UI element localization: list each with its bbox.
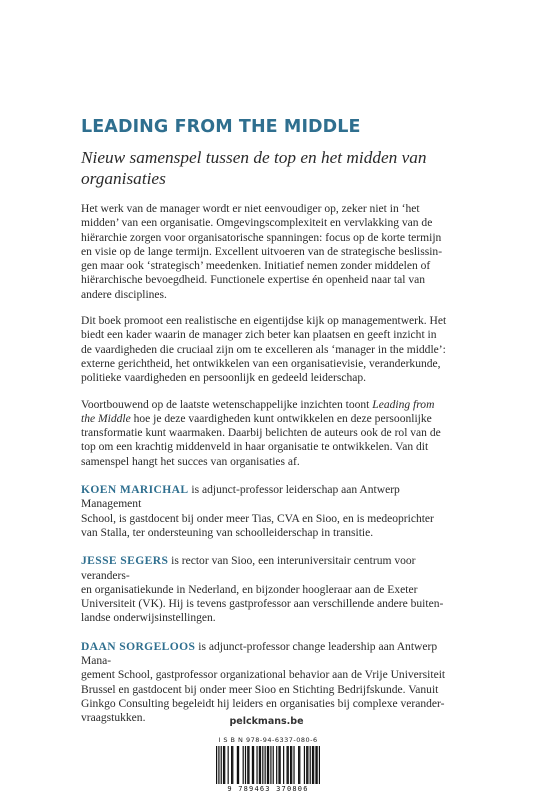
barcode-bar — [299, 746, 300, 784]
barcode-bar — [288, 746, 289, 784]
text-line: biedt een kader waarin de manager zich beter kan plaatsen en geeft inzicht in — [81, 329, 437, 342]
barcode-bar — [298, 746, 299, 784]
barcode-bar — [252, 746, 253, 784]
author-name: KOEN MARICHAL — [81, 484, 189, 497]
text-line: landse onderwijsinstellingen. — [81, 612, 216, 625]
text-line: midden’ van een organisatie. Omgevingscomplexiteit en vervlakking van de — [81, 217, 433, 230]
text-line: gen maar ook ‘strategisch’ meedenken. Initiatief nemen zonder middelen of — [81, 260, 431, 273]
barcode-bar — [253, 746, 254, 784]
barcode-bar — [276, 746, 277, 784]
barcode-bar — [267, 746, 268, 784]
text-line — [81, 640, 461, 669]
text-line: gement School, gastprofessor organizational behavior aan de Vrije Universiteit — [81, 669, 446, 682]
text-run: Voortbouwend op de laatste wetenschappelijke inzichten toont — [81, 398, 370, 411]
barcode-bar — [228, 746, 229, 784]
barcode-digits: 9 789463 370806 — [227, 785, 309, 793]
barcode-bar — [310, 746, 311, 784]
barcode-bar — [262, 746, 263, 784]
text-line: Het werk van de manager wordt er niet eenvoudiger op, zeker niet in ‘het — [81, 203, 420, 215]
text-line: de vaardigheden die cruciaal zijn om te excelleren als ‘manager in the middle’: — [81, 343, 446, 356]
author-bio — [81, 483, 461, 540]
barcode-bar — [216, 746, 217, 784]
text-line: externe gerichtheid, het ontwikkelen van een organisatievisie, veranderkunde, — [81, 357, 441, 370]
text-line: en organisatiekunde in Nederland, en bijzonder hoogleraar aan de Exeter — [81, 583, 418, 596]
subtitle-line: Nieuw samenspel tussen de top en het midden van — [81, 148, 427, 167]
text-line: top om een krachtig middenveld in haar organisatie te ontwikkelen. Van dit — [81, 441, 429, 454]
barcode-bar — [243, 746, 244, 784]
isbn-label: I S B N 978-94-6337-080-6 — [218, 736, 318, 744]
text-run: hoe je deze vaardigheden kunt ontwikkelen en deze persoonlijke — [130, 412, 432, 425]
barcode-bar — [304, 746, 305, 784]
subtitle-line: organisaties — [81, 168, 166, 188]
barcode-bar — [232, 746, 233, 784]
cover-text — [81, 117, 461, 726]
barcode-bar — [268, 746, 269, 784]
barcode-bar — [273, 746, 274, 784]
author-name: DAAN SORGELOOS — [81, 640, 196, 653]
text-run: is adjunct-professor change leadership aan Antwerp Mana- — [81, 640, 438, 668]
barcode-bar — [237, 746, 238, 784]
barcode-bar — [231, 746, 232, 784]
text-line: samenspel hangt het succes van organisaties af. — [81, 455, 300, 468]
barcode-bar — [291, 746, 292, 784]
text-line — [81, 412, 461, 426]
text-line: hiërarchische bevoegdheid. Functionele expertise én openheid naar tal van — [81, 274, 426, 287]
barcode-bar — [221, 746, 222, 784]
barcode-bar — [307, 746, 308, 784]
barcode-bar — [286, 746, 287, 784]
text-line: vraagstukken. — [81, 712, 146, 725]
insights-paragraph — [81, 398, 461, 469]
barcode-bar — [218, 746, 219, 784]
barcode-bar — [224, 746, 225, 784]
barcode-icon — [216, 746, 320, 784]
barcode-bar — [256, 746, 257, 784]
text-line: politieke vaardigheden en persoonlijk en gedeeld leiderschap. — [81, 372, 367, 385]
barcode-bar — [306, 746, 307, 784]
barcode-bar — [315, 746, 316, 784]
barcode-bar — [313, 746, 314, 784]
barcode-bar — [260, 746, 261, 784]
author-bio — [81, 554, 461, 625]
author-bio — [81, 640, 461, 726]
barcode-bar — [317, 746, 318, 784]
barcode-bar — [265, 746, 266, 784]
barcode-bar — [245, 746, 246, 784]
text-line: andere disciplines. — [81, 288, 167, 301]
barcode-bar — [280, 746, 281, 784]
text-run: is rector van Sioo, een interuniversitair centrum voor veranders- — [81, 555, 416, 582]
text-line: en visie op de lange termijn. Excellent uitvoeren van de strategische beslissin- — [81, 245, 443, 258]
text-run: is adjunct-professor leiderschap aan Antwerp Management — [81, 484, 400, 511]
publisher-url: pelckmans.be — [229, 716, 304, 727]
book-title-mention: the Middle — [81, 412, 131, 425]
text-line — [81, 554, 461, 583]
barcode-bar — [312, 746, 313, 784]
text-line — [81, 398, 461, 412]
text-line: Brussel en gastdocent bij onder meer Sioo en Stichting Bedrijfskunde. Vanuit — [81, 683, 439, 696]
book-paragraph — [81, 314, 461, 385]
barcode-bar — [223, 746, 224, 784]
barcode-bar — [319, 746, 320, 784]
barcode-bar — [238, 746, 239, 784]
intro-paragraph — [81, 202, 461, 302]
book-subtitle — [81, 148, 461, 189]
text-line — [81, 483, 461, 512]
barcode-bar — [247, 746, 248, 784]
text-line: Ginkgo Consulting begeleidt hij leiders en organisaties bij complexe verander- — [81, 697, 445, 710]
text-line: van Stalla, ter ondersteuning van schoolleiderschap in transitie. — [81, 526, 374, 539]
barcode-bar — [248, 746, 249, 784]
barcode-bar — [283, 746, 284, 784]
text-line: Universiteit (VK). Hij is tevens gastprofessor aan verschillende andere buiten- — [81, 598, 444, 611]
barcode-bar — [259, 746, 260, 784]
barcode-bar — [270, 746, 271, 784]
book-title-mention: Leading from — [372, 398, 435, 411]
author-name: JESSE SEGERS — [81, 555, 169, 568]
barcode-bar — [278, 746, 279, 784]
barcode-bar — [293, 746, 294, 784]
text-line: transformatie kunt waarmaken. Daarbij belichten de auteurs ook de rol van de — [81, 427, 441, 440]
text-line: School, is gastdocent bij onder meer Tias, CVA en Sioo, en is medeoprichter — [81, 512, 434, 525]
text-line: hiërarchie zorgen voor organisatorische spanningen: focus op de korte termijn — [81, 231, 442, 244]
isbn-barcode-block — [212, 736, 324, 796]
text-line: Dit boek promoot een realistische en eigentijdse kijk op managementwerk. Het — [81, 315, 447, 328]
barcode-bar — [290, 746, 291, 784]
book-title: LEADING FROM THE MIDDLE — [81, 117, 361, 137]
